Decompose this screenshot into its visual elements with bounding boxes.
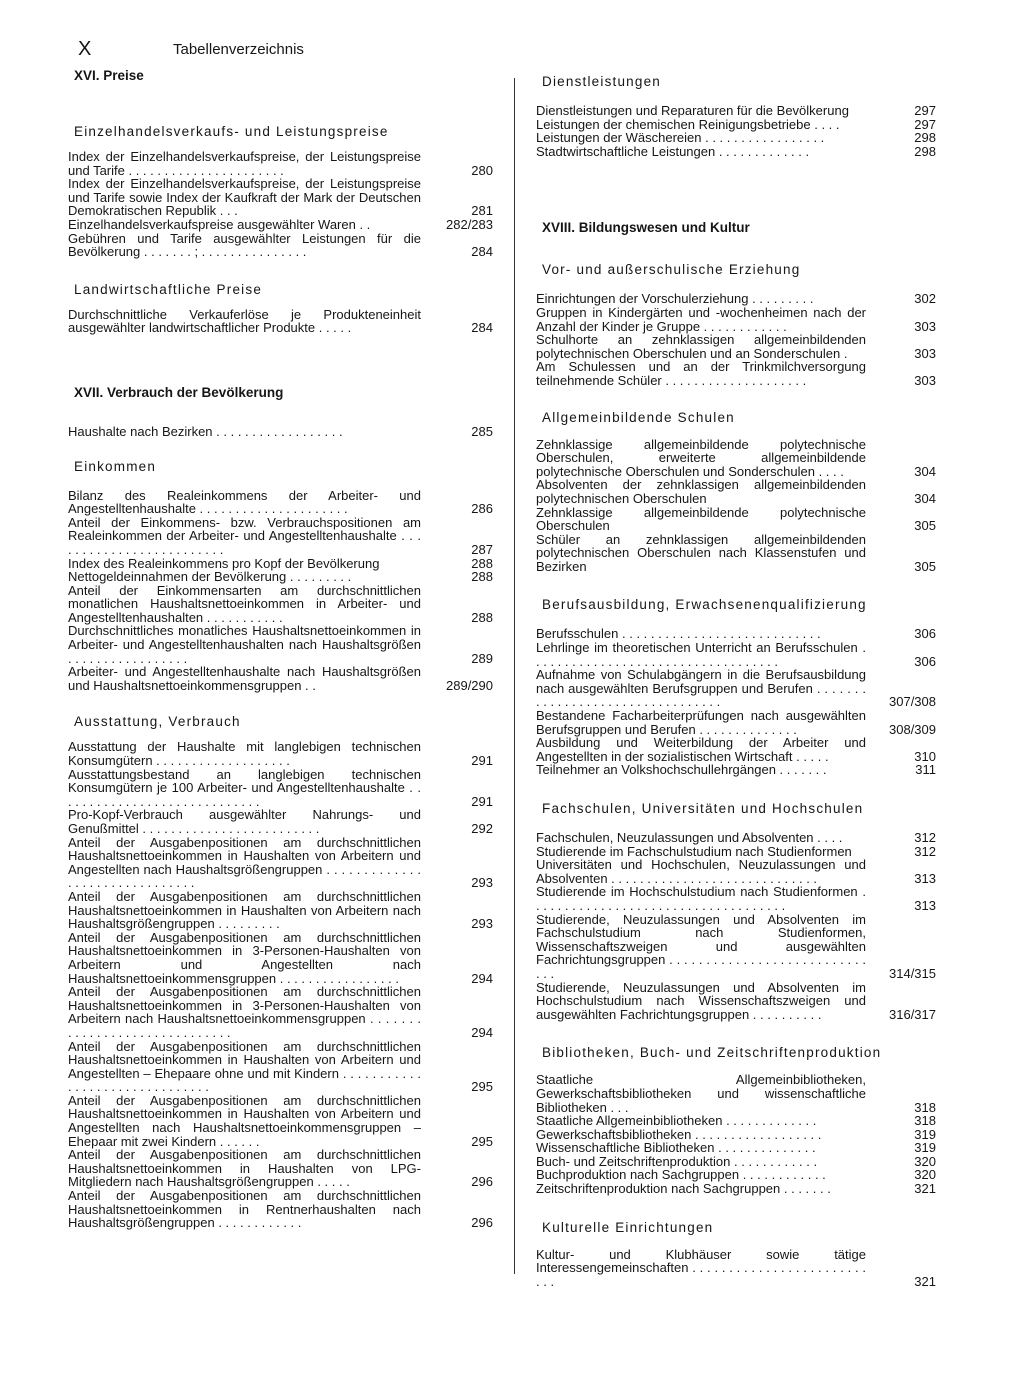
entry-title: Durchschnittliches monatliches Haushaltsnettoeinkommen in Arbeiter- und Angestelltenhaushalten nach Haushaltsgrößen . . . . . . . . . . . . . . . . . (68, 623, 421, 666)
toc-entry (68, 665, 493, 692)
toc-entry (68, 1094, 493, 1148)
toc-entry (536, 478, 936, 505)
toc-entry (536, 763, 936, 777)
toc-entry (68, 516, 493, 557)
entry-page: 312 (914, 830, 936, 845)
entry-page: 286 (471, 501, 493, 517)
section-heading: Allgemeinbildende Schulen (542, 409, 735, 425)
toc-entry (536, 292, 936, 306)
toc-entry (68, 931, 493, 985)
entry-title: Berufsschulen . . . . . . . . . . . . . . . . . . . . . . . . . . . . (536, 626, 821, 642)
toc-entry (536, 709, 936, 736)
entry-page: 291 (471, 753, 493, 769)
entry-title: Gebühren und Tarife ausgewählter Leistungen für die Bevölkerung . . . . . . . ; . . . . . . . . . . . . . . . (68, 230, 421, 260)
entry-title: Leistungen der Wäschereien . . . . . . . . . . . . . . . . . (536, 130, 825, 146)
entry-page: 289 (471, 650, 493, 666)
entry-title: Ausstattungsbestand an langlebigen technischen Konsumgütern je 100 Arbeiter- und Angestelltenhaushalte . . . . . . . . . . . . . . . . . . . . . . . . . . . . . (68, 766, 421, 809)
part-heading: XVI. Preise (74, 68, 144, 83)
entry-page: 302 (914, 291, 936, 307)
toc-entry (68, 624, 493, 665)
entry-title: Ausbildung und Weiterbildung der Arbeiter und Angestellten in der sozialistischen Wirtschaft . . . . . (536, 735, 866, 764)
toc-entry (68, 150, 493, 177)
entry-title: Am Schulessen und an der Trinkmilchversorgung teilnehmende Schüler . . . . . . . . . . . . . . . . . . . . (536, 359, 866, 388)
entry-page: 280 (471, 162, 493, 178)
entry-page: 296 (471, 1215, 493, 1231)
entry-title: Index der Einzelhandelsverkaufspreise, der Leistungspreise und Tarife . . . . . . . . . . . . . . . . . . . . . . (68, 149, 421, 178)
toc-entry (536, 506, 936, 533)
toc-entry (536, 306, 936, 333)
entry-title: Gruppen in Kindergärten und -wochenheimen nach der Anzahl der Kinder je Gruppe . . . . . . . . . . . . (536, 304, 866, 334)
toc-entry (536, 1155, 936, 1169)
entry-title: Index des Realeinkommens pro Kopf der Bevölkerung (68, 555, 380, 571)
entry-title: Leistungen der chemischen Reinigungsbetriebe . . . . (536, 116, 840, 132)
entry-title: Durchschnittliche Verkauferlöse je Produkteneinheit ausgewählter landwirtschaftlicher Produkte . . . . . (68, 306, 421, 336)
entry-page: 295 (471, 1079, 493, 1095)
part-heading: XVII. Verbrauch der Bevölkerung (74, 384, 284, 400)
entry-page: 293 (471, 875, 493, 891)
entry-title: Anteil der Einkommens- bzw. Verbrauchspositionen am Realeinkommen der Arbeiter- und Angestelltenhaushalte . . . . . . . . . . . . . . . . . . . . . . . . . (68, 514, 421, 557)
entry-page: 306 (914, 653, 936, 669)
section-heading: Dienstleistungen (542, 74, 662, 89)
toc-entry (68, 557, 493, 571)
entry-title: Buchproduktion nach Sachgruppen . . . . . . . . . . . . (536, 1167, 826, 1183)
entry-page: 295 (471, 1133, 493, 1149)
toc-entry (68, 218, 493, 232)
entry-page: 321 (914, 1273, 936, 1289)
toc-entry (68, 177, 493, 218)
toc-entry (536, 1182, 936, 1196)
entry-title: Studierende im Fachschulstudium nach Studienformen (536, 843, 852, 859)
toc-entry (68, 232, 493, 259)
entry-title: Stadtwirtschaftliche Leistungen . . . . . . . . . . . . . (536, 143, 810, 159)
left-column (68, 66, 493, 1230)
entry-title: Absolventen der zehnklassigen allgemeinbildenden polytechnischen Oberschulen (536, 477, 866, 506)
entry-page: 297 (914, 116, 936, 132)
toc-entry (536, 145, 936, 159)
entry-page: 285 (471, 423, 493, 439)
entry-page: 292 (471, 821, 493, 836)
entry-title: Anteil der Ausgabenpositionen am durchschnittlichen Haushaltsnettoeinkommen in Haushalten von Arbeitern und Angestellten nach Haushaltsnettoeinkommensgruppen – Ehepaar mit zwei Kindern . . . . . . (68, 1092, 421, 1149)
entry-title: Anteil der Ausgabenpositionen am durchschnittlichen Haushaltsnettoeinkommen in Haushalten von LPG-Mitgliedern nach Haushaltsgrößengruppen . . . . . (68, 1147, 421, 1190)
toc-entry (68, 740, 493, 767)
toc-entry (536, 533, 936, 574)
entry-page: 293 (471, 916, 493, 932)
entry-title: Staatliche Allgemeinbibliotheken . . . . . . . . . . . . . (536, 1113, 817, 1129)
entry-page: 319 (914, 1140, 936, 1156)
section-heading: Berufsausbildung, Erwachsenenqualifizierung (542, 597, 867, 613)
toc-entry (536, 1073, 936, 1114)
entry-page: 297 (914, 103, 936, 118)
entry-page: 288 (471, 609, 493, 625)
entry-title: Bestandene Facharbeiterprüfungen nach ausgewählten Berufsgruppen und Berufen . . . . . . . . . . . . . . (536, 708, 866, 737)
toc-entry (536, 845, 936, 859)
entry-page: 294 (471, 1024, 493, 1040)
entry-page: 307/308 (889, 694, 936, 710)
toc-entry (536, 668, 936, 709)
toc-entry (536, 360, 936, 387)
entry-page: 319 (914, 1126, 936, 1142)
entry-page: 281 (471, 203, 493, 219)
toc-entry (68, 425, 493, 439)
part-heading: XVIII. Bildungswesen und Kultur (542, 220, 750, 236)
entry-title: Index der Einzelhandelsverkaufspreise, der Leistungspreise und Tarife sowie Index der Kaufkraft der Mark der Deutschen Demokratischen Republik . . . (68, 176, 421, 219)
entry-page: 305 (914, 558, 936, 574)
entry-page: 311 (915, 762, 936, 778)
entry-page: 303 (914, 345, 936, 361)
entry-title: Wissenschaftliche Bibliotheken . . . . . . . . . . . . . . (536, 1140, 816, 1156)
section-heading: Einzelhandelsverkaufs- und Leistungspreise (74, 124, 389, 139)
toc-entry (536, 1168, 936, 1182)
toc-entry (536, 736, 936, 763)
entry-page: 304 (914, 463, 936, 479)
toc-entry (536, 981, 936, 1022)
toc-entry (536, 333, 936, 360)
toc-entry (536, 104, 936, 118)
toc-entry (536, 627, 936, 641)
entry-page: 316/317 (889, 1006, 936, 1022)
entry-title: Haushalte nach Bezirken . . . . . . . . . . . . . . . . . . (68, 423, 343, 439)
toc-entry (536, 858, 936, 885)
section-heading: Bibliotheken, Buch- und Zeitschriftenproduktion (542, 1045, 882, 1061)
toc-entry (68, 890, 493, 931)
page-number: X (78, 38, 92, 60)
entry-page: 321 (914, 1181, 936, 1197)
entry-title: Einrichtungen der Vorschulerziehung . . . . . . . . . (536, 291, 814, 307)
entry-title: Anteil der Ausgabenpositionen am durchschnittlichen Haushaltsnettoeinkommen in 3-Personen-Haushalten von Arbeitern nach Haushaltsnettoeinkommensgruppen . . . . . . . . . . . . . . . . . . . . . . . . . . . . . . (68, 984, 421, 1040)
entry-page: 303 (914, 318, 936, 334)
toc-entry (68, 985, 493, 1039)
section-heading: Landwirtschaftliche Preise (74, 281, 263, 297)
entry-page: 318 (914, 1113, 936, 1129)
entry-title: Zehnklassige allgemeinbildende polytechnische Oberschulen (536, 504, 866, 534)
entry-title: Kultur- und Klubhäuser sowie tätige Interessengemeinschaften . . . . . . . . . . . . . . . . . . . . . . . . . . . (536, 1246, 866, 1289)
entry-title: Zehnklassige allgemeinbildende polytechnische Oberschulen, erweiterte allgemeinbildende polytechnische Oberschulen und Sonderschulen . . . . (536, 436, 866, 479)
toc-entry (536, 641, 936, 668)
entry-title: Fachschulen, Neuzulassungen und Absolventen . . . . (536, 830, 843, 845)
section-heading: Vor- und außerschulische Erziehung (542, 262, 801, 278)
toc-entry (68, 808, 493, 835)
toc-entry (68, 489, 493, 516)
entry-page: 284 (471, 320, 493, 336)
entry-title: Studierende im Hochschulstudium nach Studienformen . . . . . . . . . . . . . . . . . . . . . . . . . . . . . . . . . . . . (536, 884, 866, 913)
toc-entry (536, 885, 936, 912)
section-heading: Kulturelle Einrichtungen (542, 1219, 714, 1235)
section-heading: Einkommen (74, 458, 157, 474)
entry-page: 287 (471, 541, 493, 557)
toc-entry (536, 118, 936, 132)
toc-entry (536, 131, 936, 145)
entry-title: Anteil der Ausgabenpositionen am durchschnittlichen Haushaltsnettoeinkommen in Haushalten von Arbeitern nach Haushaltsgrößengruppen . . . . . . . . . (68, 888, 421, 932)
entry-title: Bilanz des Realeinkommens der Arbeiter- und Angestelltenhaushalte . . . . . . . . . . . . . . . . . . . . . (68, 487, 421, 517)
toc-entry (68, 836, 493, 890)
entry-page: 313 (914, 897, 936, 913)
entry-page: 298 (914, 143, 936, 159)
entry-title: Staatliche Allgemeinbibliotheken, Gewerkschaftsbibliotheken und wissenschaftliche Bibliotheken . . . (536, 1072, 866, 1115)
toc-entry (68, 1040, 493, 1094)
entry-page: 310 (914, 748, 936, 764)
entry-page: 298 (914, 130, 936, 146)
entry-page: 318 (914, 1099, 936, 1115)
entry-title: Einzelhandelsverkaufspreise ausgewählter Waren . . (68, 216, 371, 232)
entry-title: Anteil der Ausgabenpositionen am durchschnittlichen Haushaltsnettoeinkommen in Haushalten von Arbeitern und Angestellten nach Haushaltsgrößengruppen . . . . . . . . . . . . . . . . . . . . . . . . . . . . . . . (68, 834, 421, 891)
section-heading: Ausstattung, Verbrauch (74, 714, 241, 730)
entry-page: 289/290 (446, 677, 493, 693)
entry-page: 312 (914, 843, 936, 859)
entry-title: Dienstleistungen und Reparaturen für die Bevölkerung (536, 103, 849, 118)
entry-page: 320 (914, 1167, 936, 1183)
entry-page: 294 (471, 970, 493, 986)
toc-entry (536, 1114, 936, 1128)
entry-title: Anteil der Ausgabenpositionen am durchschnittlichen Haushaltsnettoeinkommen in Rentnerhaushalten nach Haushaltsgrößengruppen . . . . . . . . . . . . (68, 1188, 421, 1231)
column-divider (514, 78, 515, 1274)
entry-title: Pro-Kopf-Verbrauch ausgewählter Nahrungs- und Genußmittel . . . . . . . . . . . . . . . . . . . . . . . . . (68, 807, 421, 836)
entry-page: 303 (914, 372, 936, 388)
entry-title: Gewerkschaftsbibliotheken . . . . . . . . . . . . . . . . . . (536, 1126, 822, 1142)
entry-title: Teilnehmer an Volkshochschullehrgängen . . . . . . . (536, 762, 827, 778)
entry-page: 314/315 (889, 965, 936, 981)
entry-title: Aufnahme von Schulabgängern in die Berufsausbildung nach ausgewählten Berufsgruppen und Berufen . . . . . . . . . . . . . . . . . . . . . . . . . . . . . . . . . (536, 667, 866, 710)
toc-entry (68, 570, 493, 584)
entry-title: Anteil der Ausgabenpositionen am durchschnittlichen Haushaltsnettoeinkommen in Haushalten von Arbeitern und Angestellten – Ehepaare ohne und mit Kindern . . . . . . . . . . . . . . . . . . . . . . . . . . . . . . . (68, 1038, 421, 1095)
entry-title: Buch- und Zeitschriftenproduktion . . . . . . . . . . . . (536, 1153, 818, 1169)
entry-title: Anteil der Einkommensarten am durchschnittlichen monatlichen Haushaltsnettoeinkommen in Arbeiter- und Angestelltenhaushalten . . . . . . . . . . . (68, 582, 421, 625)
toc-entry (536, 1248, 936, 1289)
entry-title: Ausstattung der Haushalte mit langlebigen technischen Konsumgütern . . . . . . . . . . . . . . . . . . . (68, 739, 421, 769)
entry-title: Studierende, Neuzulassungen und Absolventen im Fachschulstudium nach Studienformen, Wissenschaftszweigen und ausgewählten Fachrichtungsgruppen . . . . . . . . . . . . . . . . . . . . . . . . . . . . . . (536, 911, 866, 981)
entry-page: 320 (914, 1153, 936, 1169)
entry-page: 308/309 (889, 721, 936, 737)
entry-page: 304 (914, 490, 936, 506)
entry-title: Anteil der Ausgabenpositionen am durchschnittlichen Haushaltsnettoeinkommen in 3-Personen-Haushalten von Arbeitern und Angestellten nach Haushaltsnettoeinkommensgruppen . . . . . . . . . . . . . . . . . (68, 929, 421, 986)
section-heading: Fachschulen, Universitäten und Hochschulen (542, 801, 864, 816)
toc-entry (536, 438, 936, 479)
entry-page: 296 (471, 1174, 493, 1190)
entry-title: Schüler an zehnklassigen allgemeinbildenden polytechnischen Oberschulen nach Klassenstufen und Bezirken (536, 531, 866, 574)
entry-title: Schulhorte an zehnklassigen allgemeinbildenden polytechnischen Oberschulen und an Sonderschulen . (536, 332, 866, 361)
entry-page: 288 (471, 569, 493, 585)
entry-page: 291 (471, 793, 493, 809)
toc-entry (536, 913, 936, 981)
entry-title: Nettogeldeinnahmen der Bevölkerung . . . . . . . . . (68, 569, 352, 585)
toc-entry (68, 584, 493, 625)
toc-entry (536, 1128, 936, 1142)
running-title: Tabellenverzeichnis (173, 41, 304, 58)
entry-title: Studierende, Neuzulassungen und Absolventen im Hochschulstudium nach Wissenschaftszweigen und ausgewählten Fachrichtungsgruppen . . . . . . . . . . (536, 979, 866, 1022)
toc-entry (536, 1141, 936, 1155)
entry-page: 306 (914, 626, 936, 642)
entry-title: Zeitschriftenproduktion nach Sachgruppen . . . . . . . (536, 1181, 831, 1197)
entry-page: 288 (471, 555, 493, 571)
toc-entry (68, 1148, 493, 1189)
entry-page: 284 (471, 244, 493, 260)
entry-page: 282/283 (446, 216, 493, 232)
toc-entry (68, 1189, 493, 1230)
right-column (536, 66, 936, 1288)
entry-page: 305 (914, 518, 936, 534)
entry-title: Lehrlinge im theoretischen Unterricht an Berufsschulen . . . . . . . . . . . . . . . . . . . . . . . . . . . . . . . . . . . (536, 640, 866, 669)
entry-title: Arbeiter- und Angestelltenhaushalte nach Haushaltsgrößen und Haushaltsnettoeinkommensgruppen . . (68, 664, 421, 693)
toc-entry (68, 768, 493, 809)
entry-title: Universitäten und Hochschulen, Neuzulassungen und Absolventen . . . . . . . . . . . . . . . . . . . . . . . . . . . . . (536, 857, 866, 886)
entry-page: 313 (914, 870, 936, 886)
toc-entry (536, 831, 936, 845)
toc-entry (68, 308, 493, 335)
